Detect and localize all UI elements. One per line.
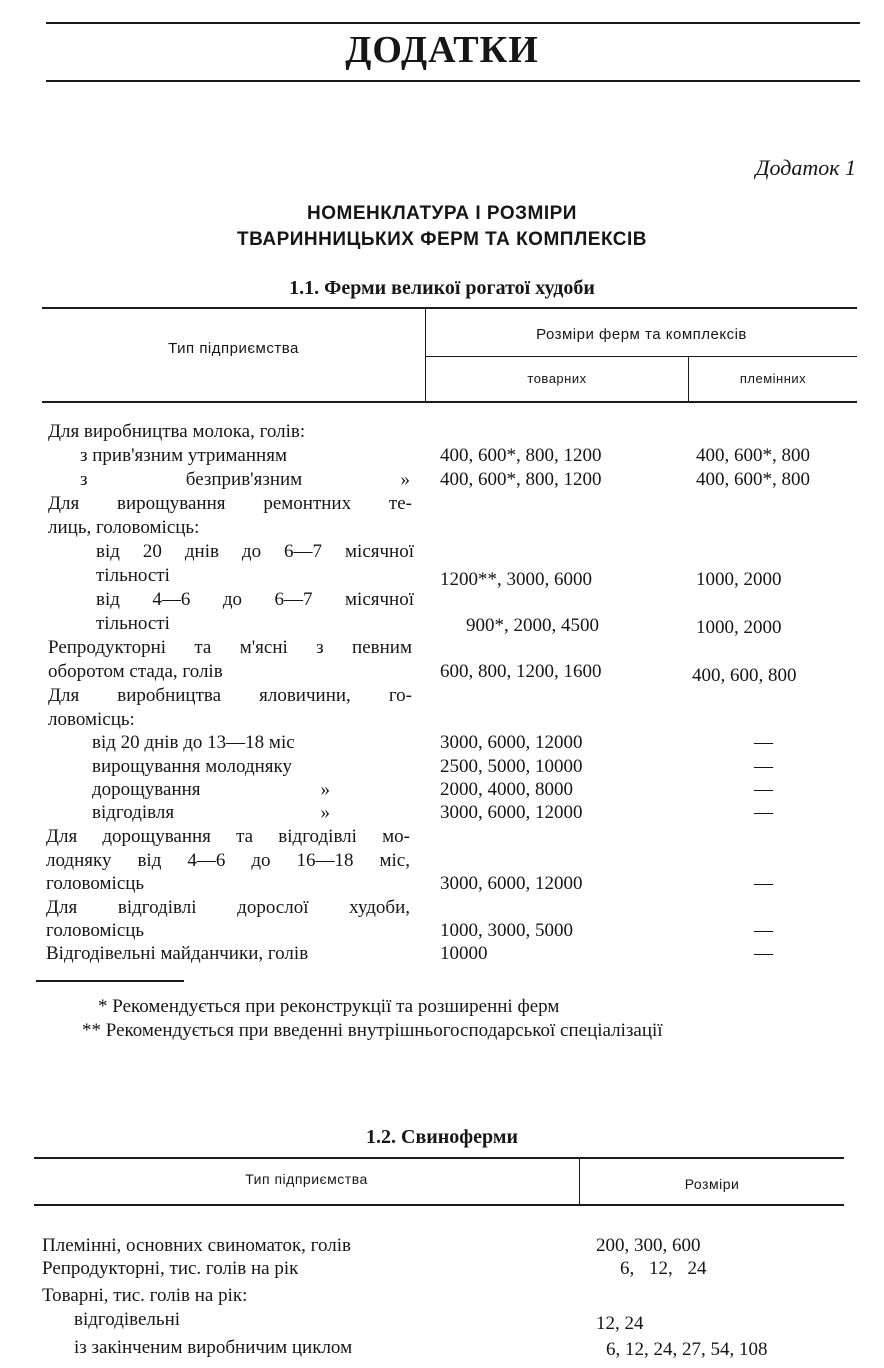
row-label: Репродукторні та м'ясні з певним <box>48 637 412 658</box>
heading-line-1: НОМЕНКЛАТУРА І РОЗМІРИ <box>307 203 577 224</box>
table1-row <box>0 778 884 802</box>
row-label: головомісць <box>46 873 145 894</box>
row-breeding: — <box>754 943 773 964</box>
table1-row <box>0 564 884 588</box>
table1-sub-rule <box>425 356 857 357</box>
row-breeding: 400, 600*, 800 <box>696 469 810 490</box>
row-label: від 20 днів до 13—18 міс <box>92 732 295 753</box>
footnote-1: * Рекомендується при реконструкції та розширенні ферм <box>98 996 560 1017</box>
row-label: Для вирощування ремонтних те- <box>48 493 412 514</box>
table1-row <box>0 708 884 732</box>
row-breeding: — <box>754 779 773 800</box>
table1-row <box>0 444 884 468</box>
table2-row <box>0 1234 884 1258</box>
table1-row <box>0 684 884 708</box>
table1-row <box>0 588 884 612</box>
row-commercial: 400, 600*, 800, 1200 <box>440 469 602 490</box>
row-commercial: 2500, 5000, 10000 <box>440 756 583 777</box>
table1-title: 1.1. Ферми великої рогатої худоби <box>289 277 595 299</box>
row-label: тільності <box>96 565 170 586</box>
row-label: Відгодівельні майданчики, голів <box>46 943 309 964</box>
table1-header-type: Тип підприємства <box>168 340 299 357</box>
table1-row <box>0 540 884 564</box>
row-label: лодняку від 4—6 до 16—18 міс, <box>46 850 410 871</box>
table1-row <box>0 801 884 825</box>
row-commercial: 10000 <box>440 943 488 964</box>
footnote-separator <box>36 980 184 982</box>
row-label: Для дорощування та відгодівлі мо- <box>46 826 410 847</box>
row-label: оборотом стада, голів <box>48 661 223 682</box>
table1-row <box>0 896 884 920</box>
table1-row <box>0 872 884 896</box>
table1-row <box>0 942 884 966</box>
table1-row <box>0 849 884 873</box>
table2-title: 1.2. Свиноферми <box>366 1126 518 1148</box>
row-commercial: 600, 800, 1200, 1600 <box>440 661 602 682</box>
row-label: Товарні, тис. голів на рік: <box>42 1285 248 1306</box>
row-commercial: 1200**, 3000, 6000 <box>440 569 592 590</box>
row-label: Репродукторні, тис. голів на рік <box>42 1258 299 1279</box>
table1-row <box>0 755 884 779</box>
table2-row <box>0 1336 884 1360</box>
table1-row <box>0 731 884 755</box>
table1-row <box>0 825 884 849</box>
table2-header-type: Тип підприємства <box>245 1171 368 1187</box>
row-label: з прив'язним утриманням <box>80 445 287 466</box>
row-sizes: 6, 12, 24, 27, 54, 108 <box>606 1339 768 1360</box>
table1-header-bottom-rule <box>42 401 857 403</box>
row-sizes: 6, 12, 24 <box>620 1258 707 1279</box>
row-breeding: 400, 600, 800 <box>692 665 797 686</box>
footnote-2: ** Рекомендується при введенні внутрішньогосподарської спеціалізації <box>82 1020 663 1041</box>
row-label: ловомісць: <box>48 709 135 730</box>
table1-row <box>0 636 884 660</box>
table1-header-commercial: товарних <box>527 371 587 386</box>
table2-top-rule <box>34 1157 844 1159</box>
table2-header-bottom-rule <box>34 1204 844 1206</box>
row-breeding: — <box>754 920 773 941</box>
row-label: дорощування » <box>92 779 330 800</box>
row-sizes: 200, 300, 600 <box>596 1235 701 1256</box>
table1-top-rule <box>42 307 857 309</box>
table2-header-sizes: Розміри <box>684 1176 740 1192</box>
table2-row <box>0 1308 884 1332</box>
table1-col-divider <box>425 309 426 401</box>
row-label: Для відгодівлі дорослої худоби, <box>46 897 410 918</box>
row-label: вирощування молодняку <box>92 756 292 777</box>
table2-row <box>0 1257 884 1281</box>
row-commercial: 1000, 3000, 5000 <box>440 920 573 941</box>
row-label: відгодівельні <box>74 1309 181 1330</box>
row-breeding: 1000, 2000 <box>696 569 782 590</box>
table1-row <box>0 919 884 943</box>
appendix-label: Додаток 1 <box>755 155 856 180</box>
row-breeding: 1000, 2000 <box>696 617 782 638</box>
table1-row <box>0 660 884 684</box>
row-label: тільності <box>96 613 170 634</box>
row-commercial: 900*, 2000, 4500 <box>466 615 599 636</box>
row-breeding: — <box>754 732 773 753</box>
row-label: Племінні, основних свиноматок, голів <box>42 1235 351 1256</box>
row-label: головомісць <box>46 920 145 941</box>
table1-row <box>0 612 884 636</box>
title-underline <box>46 80 860 82</box>
row-label: відгодівля » <box>92 802 330 823</box>
table1-header-breeding: племінних <box>739 371 807 386</box>
row-label: від 4—6 до 6—7 місячної <box>96 589 414 610</box>
row-label: Для виробництва яловичини, го- <box>48 685 412 706</box>
row-sizes: 12, 24 <box>596 1313 644 1334</box>
row-commercial: 2000, 4000, 8000 <box>440 779 573 800</box>
row-label: Для виробництва молока, голів: <box>48 421 306 442</box>
page-title: ДОДАТКИ <box>345 29 539 71</box>
top-rule <box>46 22 860 24</box>
row-label: з безприв'язним » <box>80 469 410 490</box>
table1-row <box>0 468 884 492</box>
row-breeding: — <box>754 802 773 823</box>
row-commercial: 3000, 6000, 12000 <box>440 802 583 823</box>
table1-row <box>0 420 884 444</box>
row-label: від 20 днів до 6—7 місячної <box>96 541 414 562</box>
table2-row <box>0 1284 884 1308</box>
row-label: лиць, головомісць: <box>48 517 200 538</box>
row-commercial: 400, 600*, 800, 1200 <box>440 445 602 466</box>
row-label: із закінченим виробничим циклом <box>74 1337 353 1358</box>
row-breeding: 400, 600*, 800 <box>696 445 810 466</box>
row-breeding: — <box>754 873 773 894</box>
heading-line-2: ТВАРИННИЦЬКИХ ФЕРМ ТА КОМПЛЕКСІВ <box>236 229 648 250</box>
row-commercial: 3000, 6000, 12000 <box>440 732 583 753</box>
table1-row <box>0 516 884 540</box>
table1-row <box>0 492 884 516</box>
row-breeding: — <box>754 756 773 777</box>
row-commercial: 3000, 6000, 12000 <box>440 873 583 894</box>
table1-header-sizes: Розміри ферм та комплексів <box>536 326 747 343</box>
